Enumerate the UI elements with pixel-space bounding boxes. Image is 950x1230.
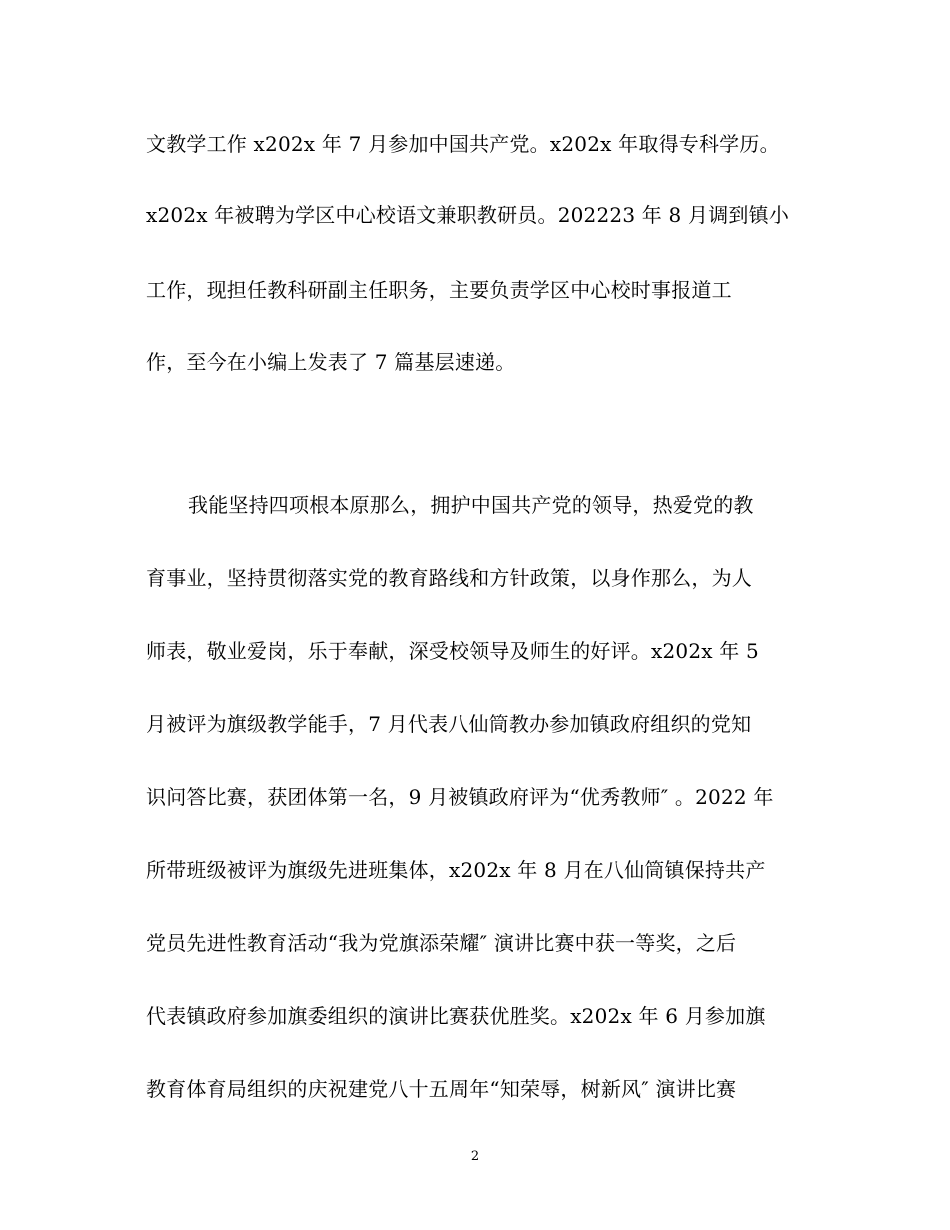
paragraph-2-line-6: 所带班级被评为旗级先进班集体，x202x 年 8 月在八仙筒镇保持共产 [146,858,766,882]
paragraph-1-line-2: x202x 年被聘为学区中心校语文兼职教研员。202223 年 8 月调到镇小 [146,203,790,227]
paragraph-2-line-4: 月被评为旗级教学能手，7 月代表八仙筒教办参加镇政府组织的党知 [146,712,752,736]
paragraph-1-line-1: 文教学工作 x202x 年 7 月参加中国共产党。x202x 年取得专科学历。 [146,132,780,156]
paragraph-2-line-5: 识问答比赛，获团体第一名，9 月被镇政府评为“优秀教师″ 。2022 年 [146,785,774,809]
paragraph-2-line-7: 党员先进性教育活动“我为党旗添荣耀″ 演讲比赛中获一等奖，之后 [146,931,737,955]
paragraph-1-line-3: 工作，现担任教科研副主任职务，主要负责学区中心校时事报道工 [146,278,732,302]
page-number: 2 [470,1149,480,1164]
paragraph-2-line-2: 育事业，坚持贯彻落实党的教育路线和方针政策，以身作那么，为人 [146,566,752,590]
paragraph-1-line-4: 作，至今在小编上发表了 7 篇基层速递。 [146,350,516,374]
paragraph-2-line-3: 师表，敬业爱岗，乐于奉献，深受校领导及师生的好评。x202x 年 5 [146,639,759,663]
paragraph-2-line-8: 代表镇政府参加旗委组织的演讲比赛获优胜奖。x202x 年 6 月参加旗 [146,1004,766,1028]
paragraph-2-line-1: 我能坚持四项根本原那么，拥护中国共产党的领导，热爱党的教 [188,493,754,517]
paragraph-2-line-9: 教育体育局组织的庆祝建党八十五周年“知荣辱，树新风″ 演讲比赛 [146,1077,737,1101]
